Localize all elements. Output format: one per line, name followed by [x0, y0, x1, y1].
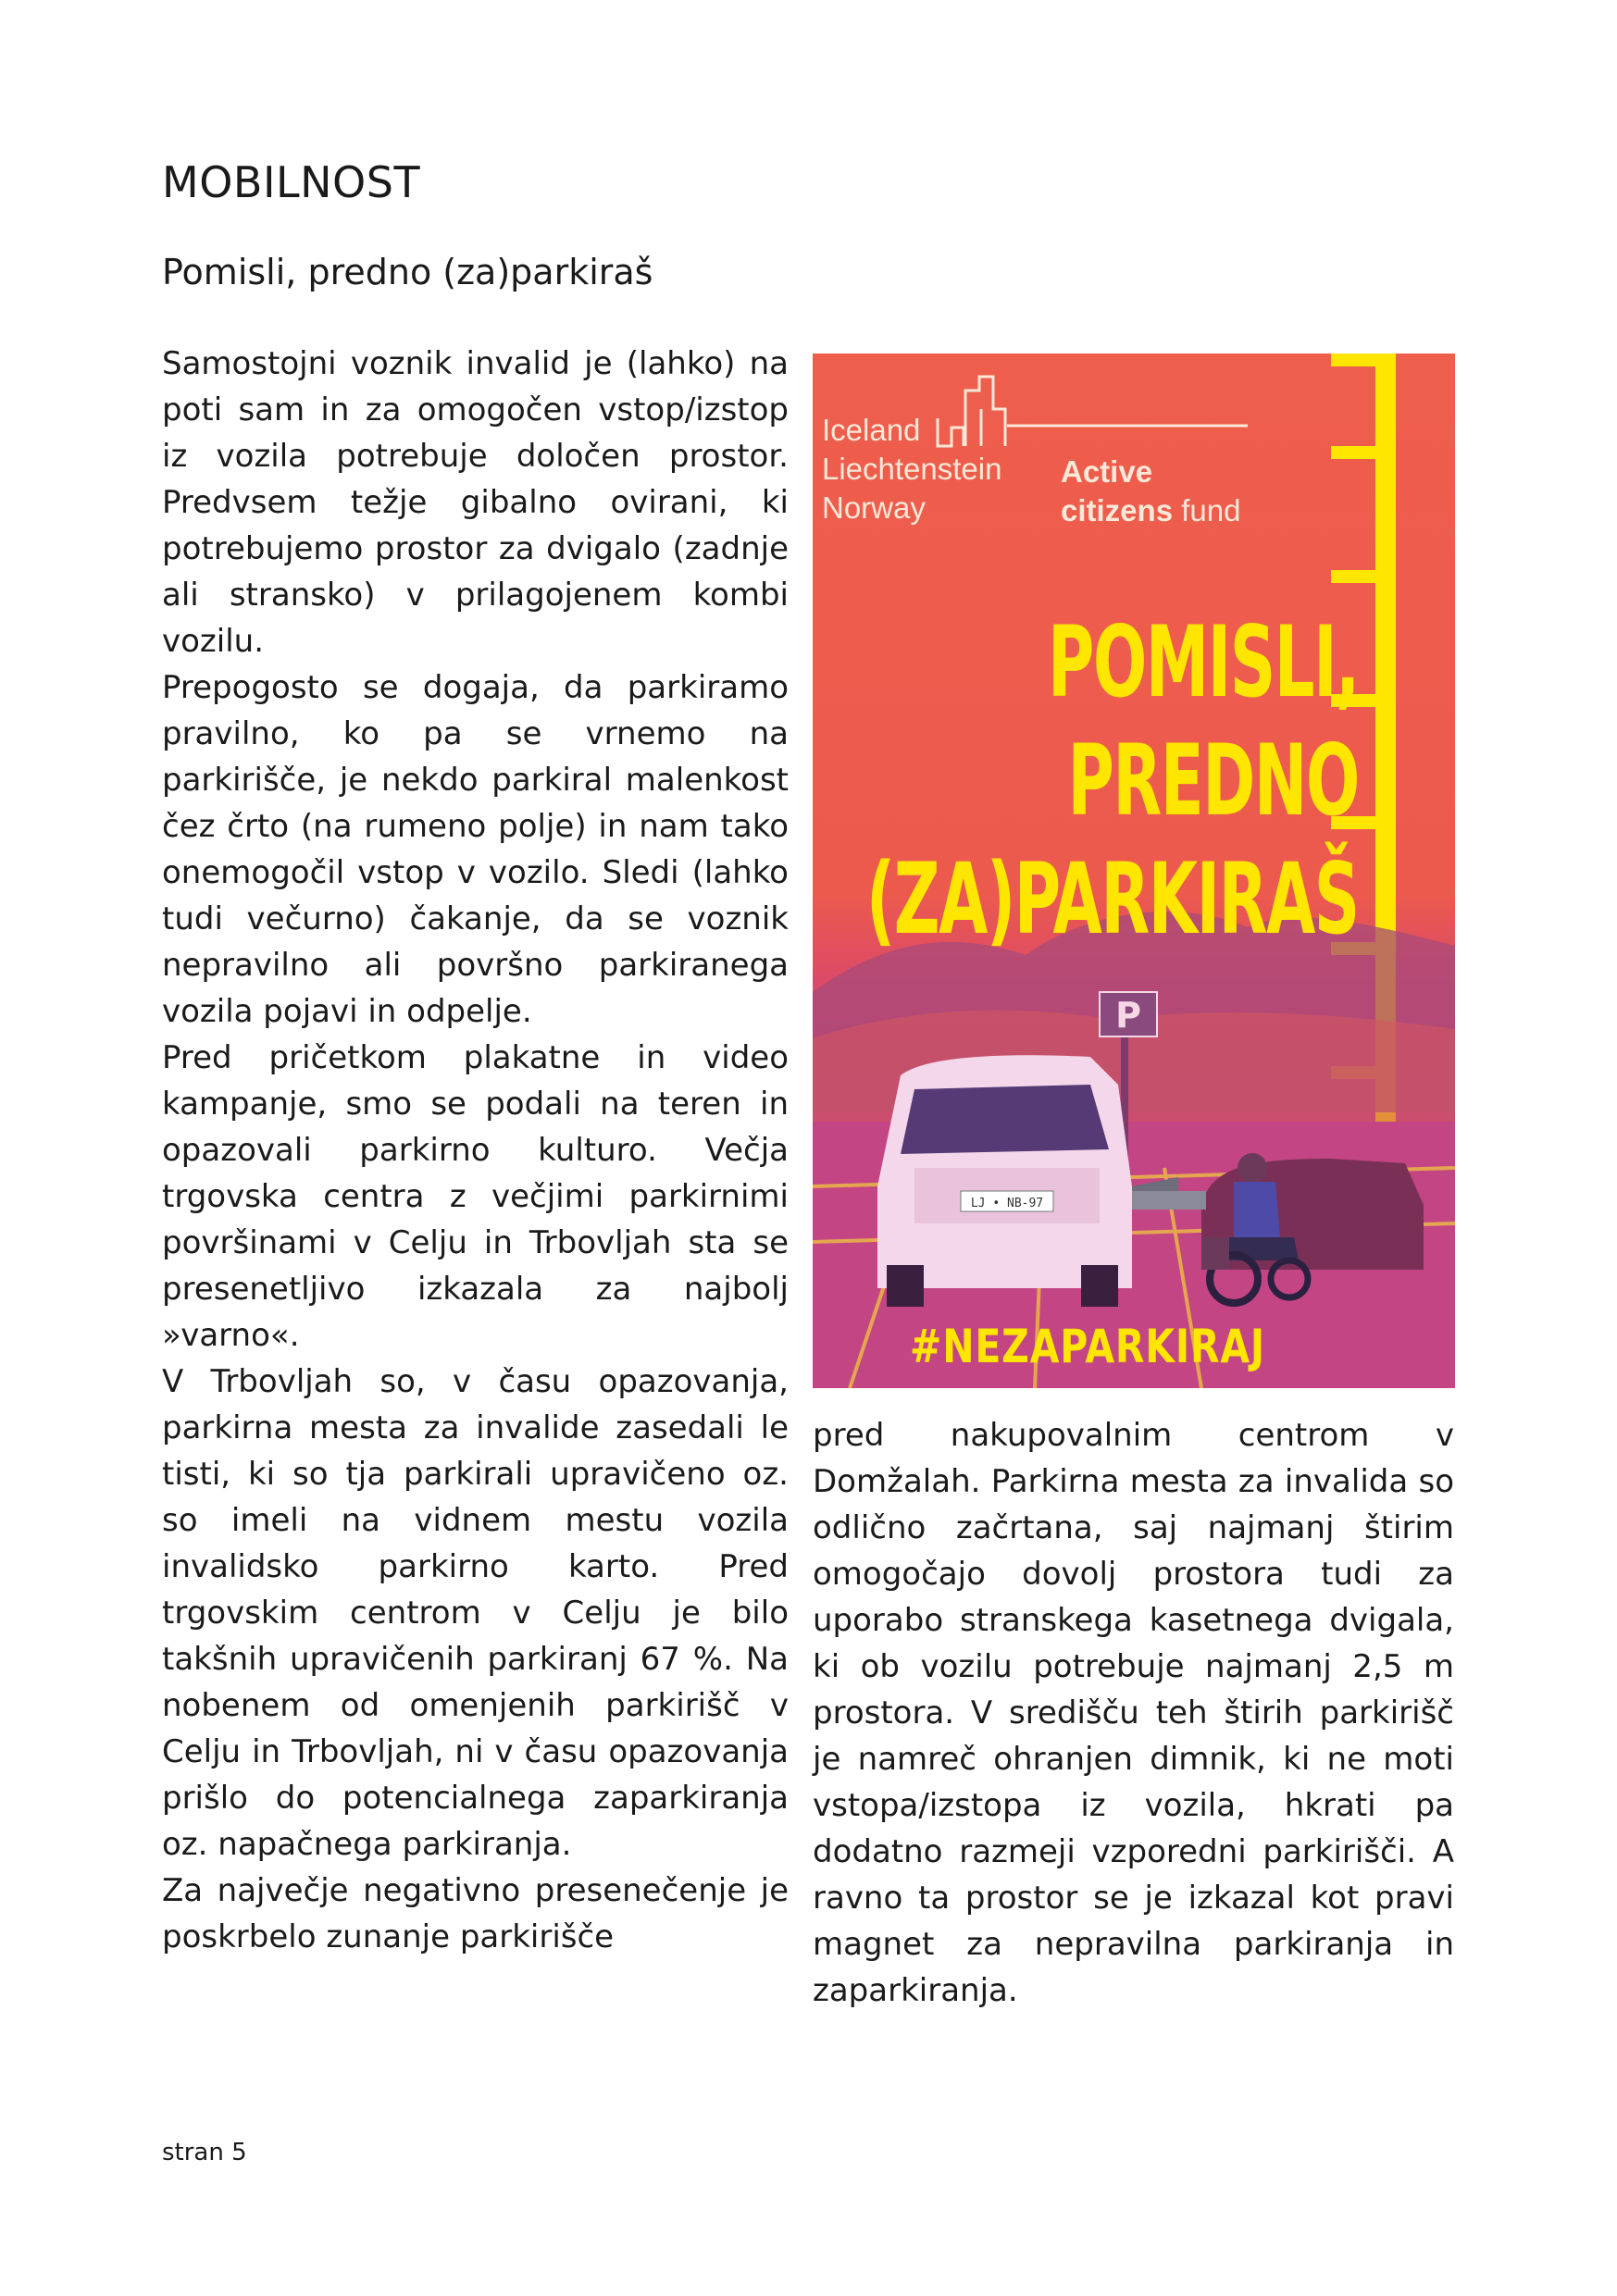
paragraph: V Trbovljah so, v času opazovanja, parkirna mesta za invalide zasedali le tisti, ki so tja parkirali upravičeno oz. so imeli na vidnem mestu vozila invalidsko parkirno karto. Pred trgovskim centrom v Celju je bilo takšnih upravičenih parkiranj 67 %. Na nobenem od omenjenih parkirišč v Celju in Trbovljah, ni v času opazovanja prišlo do potencialnega zaparkiranja oz. napačnega parkiranja. [162, 1363, 789, 1863]
fund-country: Liechtenstein [822, 452, 1002, 486]
paragraph: Pred pričetkom plakatne in video kampanje, smo se podali na teren in opazovali parkirno kulturo. Večja trgovska centra z večjimi parkirnimi površinami v Celju in Trbovljah sta se presenetljivo izkazala za najbolj »varno«. [162, 1039, 789, 1354]
campaign-poster [813, 354, 1455, 1388]
fund-name-active: Active [1061, 454, 1153, 489]
section-title: MOBILNOST [162, 157, 421, 207]
right-column [813, 1412, 1454, 2014]
paragraph: Prepogosto se dogaja, da parkiramo pravilno, ko pa se vrnemo na parkirišče, je nekdo parkiral malenkost čez črto (na rumeno polje) in nam tako onemogočil vstop v vozilo. Sledi (lahko tudi večurno) čakanje, da se voznik nepravilno ali površno parkiranega vozila pojavi in odpelje. [162, 669, 789, 1030]
headline-line: POMISLI, [1048, 605, 1359, 719]
fund-name-citizens: citizens [1061, 493, 1174, 527]
fund-country: Iceland [822, 413, 921, 447]
paragraph: Za največje negativno presenečenje je poskrbelo zunanje parkirišče [162, 1872, 789, 1955]
headline-line: PREDNO [1067, 724, 1359, 838]
license-plate: LJ • NB-97 [970, 1197, 1044, 1210]
left-column [162, 341, 789, 1960]
fund-name [1061, 453, 1240, 530]
paragraph: pred nakupovalnim centrom v Domžalah. Parkirna mesta za invalida so odlično začrtana, saj najmanj štirim omogočajo dovolj prostora tudi za uporabo stranskega kasetnega dvigala, ki ob vozilu potrebuje najmanj 2,5 m prostora. V središču teh štirih parkirišč je namreč ohranjen dimnik, ki ne moti vstopa/izstopa iz vozila, hkrati pa dodatno razmeji vzporedni parkirišči. A ravno ta prostor se je izkazal kot pravi magnet za nepravilna parkiranja in zaparkiranja. [813, 1417, 1454, 2009]
poster-headline [866, 603, 1359, 959]
fund-countries [822, 411, 1001, 527]
paragraph: Samostojni voznik invalid je (lahko) na poti sam in za omogočen vstop/izstop iz vozila potrebuje določen prostor. Predvsem težje gibalno ovirani, ki potrebujemo prostor za dvigalo (zadnje ali stransko) v prilagojenem kombi vozilu. [162, 345, 789, 660]
article-title: Pomisli, predno (za)parkiraš [162, 252, 653, 292]
poster-hashtag: #NEZAPARKIRAJ [910, 1320, 1265, 1373]
sign-letter: P [1115, 995, 1141, 1036]
fund-country: Norway [822, 490, 926, 525]
headline-line: (ZA)PARKIRAŠ [866, 842, 1359, 956]
fund-name-fund: fund [1173, 493, 1241, 527]
page-number: stran 5 [162, 2139, 247, 2166]
